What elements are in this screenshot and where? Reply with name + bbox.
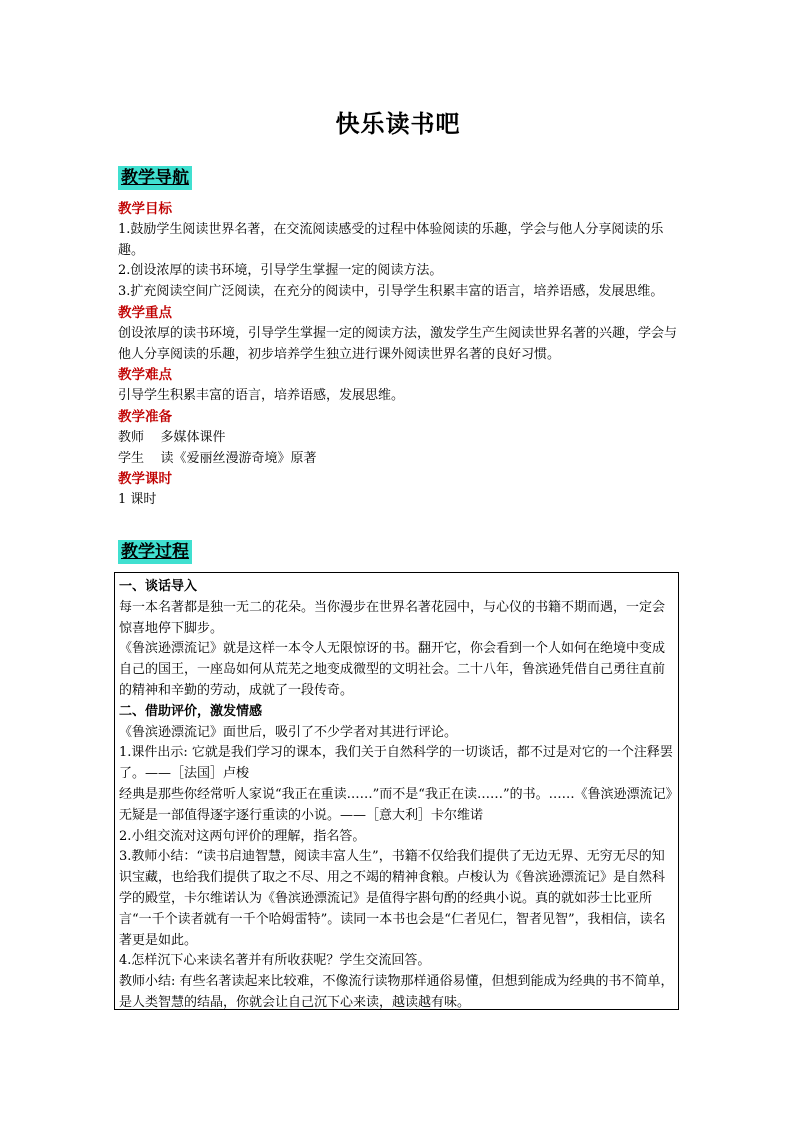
part2-paragraph: 3.教师小结：“读书启迪智慧，阅读丰富人生”，书籍不仅给我们提供了无边无界、无穷无尽的知识宝藏，也给我们提供了取之不尽、用之不竭的精神食粮。卢梭认为《鲁滨逊漂流记》是自然科学的殿堂，卡尔维诺认为《鲁滨逊漂流记》是值得字斟句酌的经典小说。真的就如莎士比亚所言“一千个读者就有一千个哈姆雷特”。读同一本书也会是“仁者见仁，智者见智”，我相信，读名著更是如此。 xyxy=(119,849,666,948)
part1-paragraph: 每一本名著都是独一无二的花朵。当你漫步在世界名著花园中，与心仪的书籍不期而遇，一定会惊喜地停下脚步。 xyxy=(119,599,666,636)
difficult-text: 引导学生积累丰富的语言，培养语感，发展思维。 xyxy=(118,388,405,404)
prep-heading: 教学准备 xyxy=(118,408,172,425)
part2-heading: 二、借助评价，激发情感 xyxy=(119,703,263,719)
hours-text: 1 课时 xyxy=(118,492,157,508)
part1-heading: 一、谈话导入 xyxy=(119,579,198,594)
part2-paragraph: 1.课件出示: 它就是我们学习的课本，我们关于自然科学的一切谈话，都不过是对它的一个注释罢了。——［法国］卢梭 xyxy=(119,745,673,782)
hours-heading: 教学课时 xyxy=(118,471,172,488)
nav-section xyxy=(118,199,678,511)
goals-heading: 教学目标 xyxy=(118,201,172,217)
page-title: 快乐读书吧 xyxy=(335,110,461,138)
process-box xyxy=(114,572,679,1010)
part2-paragraph: 经典是那些你经常听人家说“我正在重读……”而不是“我正在读……”的书。……《鲁滨逊漂流记》无疑是一部值得逐字逐行重读的小说。——［意大利］卡尔维诺 xyxy=(119,786,673,823)
prep-student: 学生 读《爱丽丝漫游奇境》原著 xyxy=(118,450,317,466)
part2-paragraph: 教师小结: 有些名著读起来比较难，不像流行读物那样通俗易懂，但想到能成为经典的书不简单，是人类智慧的结晶，你就会让自己沉下心来读，越读越有味。 xyxy=(119,974,674,1010)
part2-paragraph: 2.小组交流对这两句评价的理解，指名答。 xyxy=(119,828,366,844)
part2-paragraph: 《鲁滨逊漂流记》面世后，吸引了不少学者对其进行评论。 xyxy=(119,724,458,740)
part1-paragraph: 《鲁滨逊漂流记》就是这样一本令人无限惊讶的书。翻开它，你会看到一个人如何在绝境中变成自己的国王，一座岛如何从荒芜之地变成微型的文明社会。二十八年，鲁滨逊凭借自己勇往直前的精神和辛勤的劳动，成就了一段传奇。 xyxy=(119,641,666,698)
goal-item: 3.扩充阅读空间广泛阅读，在充分的阅读中，引导学生积累丰富的语言，培养语感，发展思维。 xyxy=(118,284,664,300)
key-heading: 教学重点 xyxy=(118,304,172,321)
goal-item: 1.鼓励学生阅读世界名著，在交流阅读感受的过程中体验阅读的乐趣，学会与他人分享阅读的乐趣。 xyxy=(118,221,664,258)
difficult-heading: 教学难点 xyxy=(118,367,172,384)
prep-teacher: 教师 多媒体课件 xyxy=(118,429,226,445)
part2-paragraph: 4.怎样沉下心来读名著并有所收获呢？学生交流回答。 xyxy=(119,953,431,969)
goal-item: 2.创设浓厚的读书环境，引导学生掌握一定的阅读方法。 xyxy=(118,263,443,279)
section-tag-process: 教学过程 xyxy=(118,540,192,564)
key-text: 创设浓厚的读书环境，引导学生掌握一定的阅读方法，激发学生产生阅读世界名著的兴趣，学会与他人分享阅读的乐趣，初步培养学生独立进行课外阅读世界名著的良好习惯。 xyxy=(118,325,678,362)
section-tag-nav: 教学导航 xyxy=(118,166,192,190)
